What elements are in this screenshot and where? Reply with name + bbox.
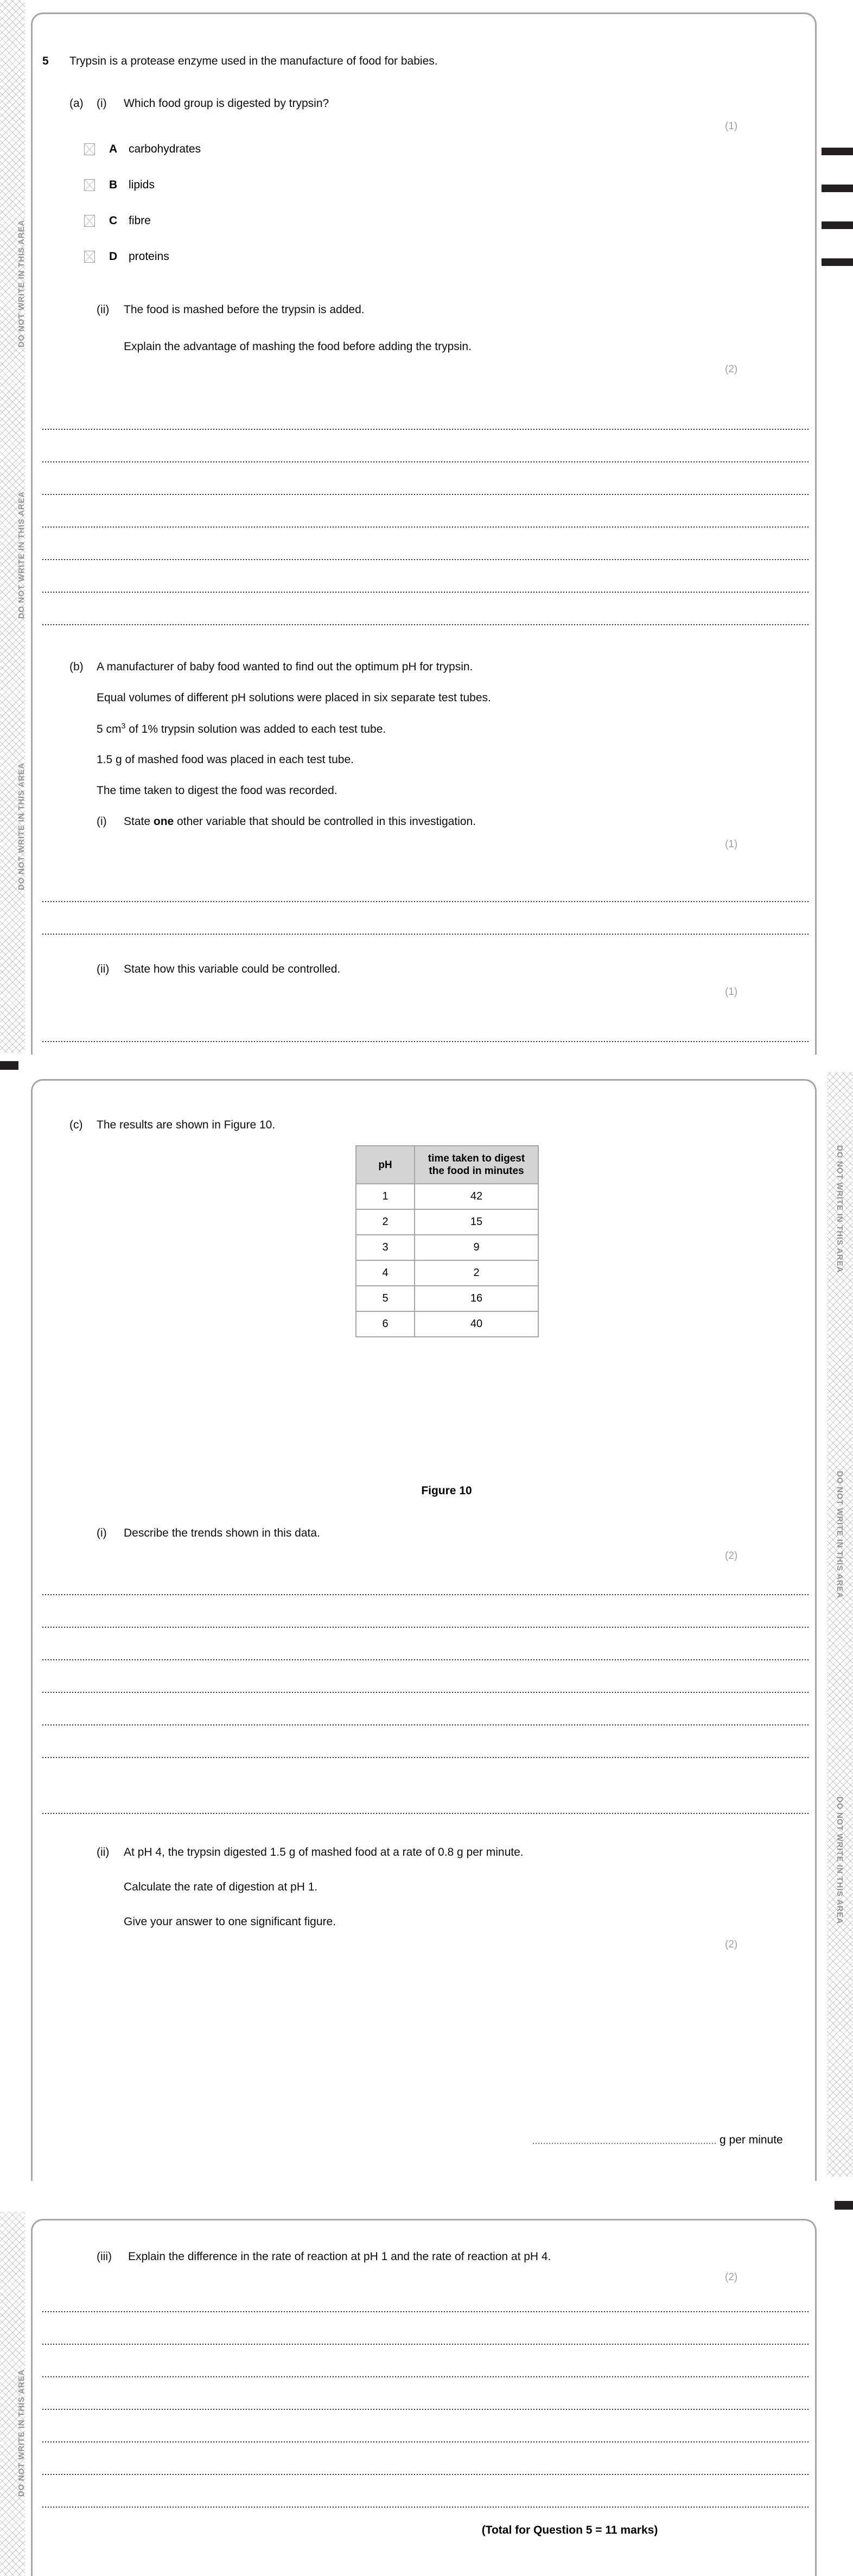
part-a-ii-marks: (2) (725, 364, 738, 375)
mc-letter-c: C (109, 214, 118, 227)
checkbox-option-b[interactable] (84, 179, 95, 191)
answer-line-c2-unit[interactable] (533, 2143, 716, 2144)
cell-time: 42 (415, 1184, 538, 1209)
answer-line-c3-7[interactable] (42, 2507, 809, 2508)
answer-line-c3-5[interactable] (42, 2441, 809, 2442)
answer-line-c1-4[interactable] (42, 1692, 809, 1693)
cell-time: 40 (415, 1311, 538, 1337)
margin-notice-left-page1: DO NOT WRITE IN THIS AREA (17, 219, 26, 347)
part-a-i-label: (i) (97, 97, 107, 110)
part-b-ii-label: (ii) (97, 963, 110, 975)
cell-ph: 2 (356, 1209, 415, 1235)
answer-line-b1-2[interactable] (42, 934, 809, 935)
cell-ph: 1 (356, 1184, 415, 1209)
answer-line-a2-1[interactable] (42, 429, 809, 430)
part-b-label: (b) (69, 661, 84, 673)
part-a-label: (a) (69, 97, 84, 110)
part-c-i-label: (i) (97, 1527, 107, 1539)
answer-line-c1-5[interactable] (42, 1724, 809, 1725)
part-c-iii-text: Explain the difference in the rate of reaction at pH 1 and the rate of reaction at pH 4. (128, 2250, 551, 2263)
answer-line-c3-4[interactable] (42, 2409, 809, 2410)
part-c-ii-line2: Calculate the rate of digestion at pH 1. (124, 1881, 318, 1893)
registration-mark-page2-left (0, 1061, 18, 1070)
checkbox-option-d[interactable] (84, 251, 95, 263)
part-c-i-marks: (2) (725, 1550, 738, 1562)
part-c-intro: The results are shown in Figure 10. (97, 1119, 276, 1131)
answer-unit-label: g per minute (720, 2134, 783, 2146)
total-marks-line: (Total for Question 5 = 11 marks) (481, 2524, 658, 2536)
part-b-ii-marks: (1) (725, 986, 738, 998)
answer-box-page3 (31, 2219, 817, 2576)
part-c-ii-line3: Give your answer to one significant figure. (124, 1915, 336, 1928)
table-row (356, 1209, 538, 1235)
cell-time: 2 (415, 1260, 538, 1286)
table-header-ph: pH (356, 1146, 415, 1184)
part-b-i-text-bold: one (153, 815, 174, 828)
cell-time: 16 (415, 1286, 538, 1311)
results-table (355, 1145, 539, 1337)
question-number: 5 (42, 55, 49, 67)
table-header-time: time taken to digest the food in minutes (415, 1146, 538, 1184)
part-a-i-text: Which food group is digested by trypsin? (124, 97, 329, 110)
cell-ph: 6 (356, 1311, 415, 1337)
mc-option-b[interactable] (84, 179, 155, 192)
part-b-i-marks: (1) (725, 839, 738, 850)
answer-line-a2-2[interactable] (42, 461, 809, 462)
answer-line-a2-4[interactable] (42, 526, 809, 528)
answer-line-c3-1[interactable] (42, 2311, 809, 2312)
table-header-row (356, 1146, 538, 1184)
mc-text-c: fibre (129, 214, 151, 227)
answer-line-b1-1[interactable] (42, 901, 809, 902)
answer-line-a2-7[interactable] (42, 624, 809, 625)
cell-ph: 5 (356, 1286, 415, 1311)
answer-line-c1-6[interactable] (42, 1757, 809, 1758)
checkbox-option-a[interactable] (84, 143, 95, 155)
part-c-ii-marks: (2) (725, 1939, 738, 1950)
part-b-intro: A manufacturer of baby food wanted to find out the optimum pH for trypsin. (97, 661, 473, 673)
table-row (356, 1184, 538, 1209)
table-row (356, 1260, 538, 1286)
mc-text-d: proteins (129, 250, 169, 263)
part-b-i-text (124, 815, 476, 829)
margin-notice-right-page2-c: DO NOT WRITE IN THIS AREA (835, 1797, 844, 1925)
answer-line-c1-7[interactable] (42, 1813, 809, 1814)
mc-letter-d: D (109, 250, 118, 263)
part-b-ii-text: State how this variable could be controlled. (124, 963, 341, 975)
part-b-method-2: 5 $cm^3$ of 1% trypsin solution was added to each test tube. (97, 722, 386, 735)
mc-text-b: lipids (129, 179, 155, 191)
part-b-method-4: The time taken to digest the food was recorded. (97, 784, 338, 797)
part-b-i-text-before: State (124, 815, 154, 828)
part-c-ii-line1: At pH 4, the trypsin digested 1.5 g of mashed food at a rate of 0.8 g per minute. (124, 1846, 524, 1858)
cell-time: 15 (415, 1209, 538, 1235)
part-c-iii-marks: (2) (725, 2272, 738, 2283)
question-stem: Trypsin is a protease enzyme used in the manufacture of food for babies. (69, 55, 438, 67)
part-c-i-text: Describe the trends shown in this data. (124, 1527, 320, 1539)
part-a-ii-label: (ii) (97, 303, 110, 316)
margin-notice-right-page2-b: DO NOT WRITE IN THIS AREA (835, 1471, 844, 1599)
part-c-label: (c) (69, 1119, 83, 1131)
part-c-iii-label: (iii) (97, 2250, 112, 2263)
margin-notice-right-page2-a: DO NOT WRITE IN THIS AREA (835, 1145, 844, 1273)
part-a-i-marks: (1) (725, 120, 738, 132)
part-b-method-1: Equal volumes of different pH solutions were placed in six separate test tubes. (97, 691, 491, 704)
answer-line-a2-3[interactable] (42, 494, 809, 495)
part-c-ii-label: (ii) (97, 1846, 110, 1858)
mc-letter-a: A (109, 143, 118, 155)
registration-mark-1 (822, 148, 853, 155)
mc-text-a: carbohydrates (129, 143, 201, 155)
mc-option-d[interactable] (84, 250, 169, 263)
margin-notice-left-page1-b: DO NOT WRITE IN THIS AREA (17, 491, 26, 619)
margin-notice-left-page3: DO NOT WRITE IN THIS AREA (17, 2369, 26, 2497)
answer-line-c3-3[interactable] (42, 2376, 809, 2377)
part-b-method-3: 1.5 g of mashed food was placed in each test tube. (97, 753, 354, 766)
registration-mark-page3-right (835, 2201, 853, 2210)
answer-box-page1 (31, 12, 817, 1055)
cell-ph: 3 (356, 1235, 415, 1260)
mc-option-c[interactable] (84, 214, 151, 227)
answer-line-c1-1[interactable] (42, 1594, 809, 1595)
answer-line-c1-3[interactable] (42, 1659, 809, 1660)
margin-notice-left-page1-c: DO NOT WRITE IN THIS AREA (17, 762, 26, 890)
registration-mark-4 (822, 258, 853, 266)
table-row (356, 1311, 538, 1337)
table-row (356, 1286, 538, 1311)
part-b-i-label: (i) (97, 815, 107, 828)
answer-line-c3-6[interactable] (42, 2474, 809, 2475)
answer-line-a2-6[interactable] (42, 592, 809, 593)
checkbox-option-c[interactable] (84, 215, 95, 227)
answer-line-c3-2[interactable] (42, 2344, 809, 2345)
part-b-i-text-after: other variable that should be controlled in this investigation. (174, 815, 476, 828)
answer-line-c1-2[interactable] (42, 1627, 809, 1628)
part-a-ii-line1: The food is mashed before the trypsin is added. (124, 303, 365, 316)
answer-line-b2-1[interactable] (42, 1041, 809, 1042)
mc-option-a[interactable] (84, 143, 201, 156)
registration-mark-3 (822, 221, 853, 229)
answer-line-a2-5[interactable] (42, 559, 809, 560)
part-a-ii-line2: Explain the advantage of mashing the food before adding the trypsin. (124, 340, 472, 353)
cell-ph: 4 (356, 1260, 415, 1286)
cell-time: 9 (415, 1235, 538, 1260)
mc-letter-b: B (109, 179, 118, 191)
figure-caption: Figure 10 (421, 1484, 472, 1497)
registration-mark-2 (822, 185, 853, 192)
table-row (356, 1235, 538, 1260)
